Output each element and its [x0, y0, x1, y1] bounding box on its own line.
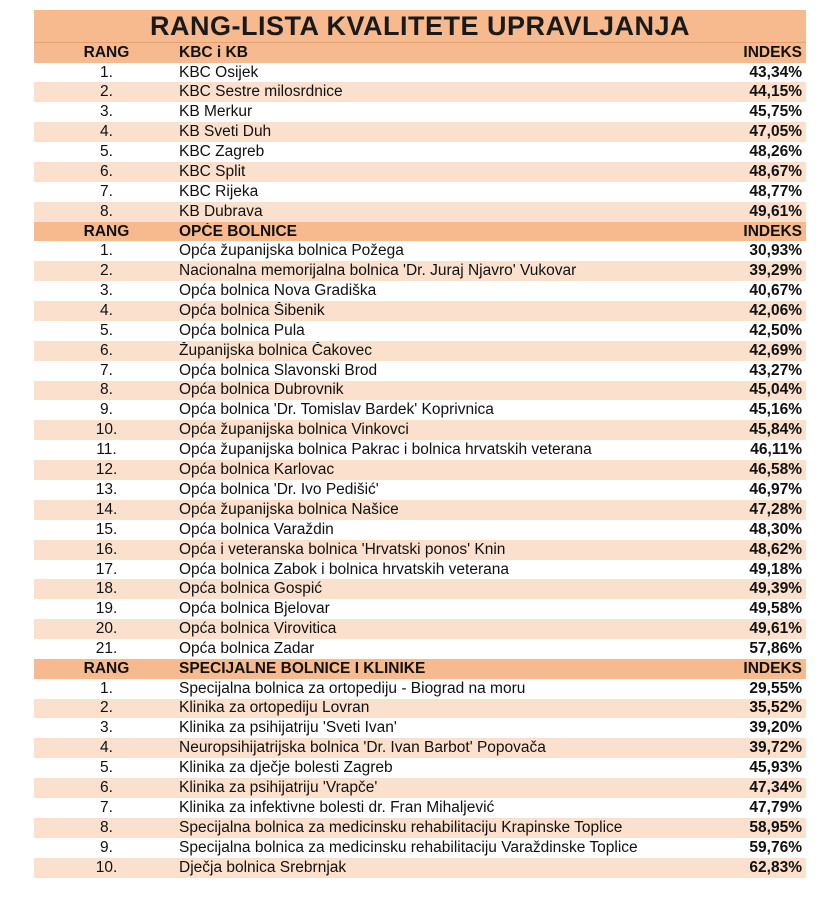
index-column-header: INDEKS — [743, 659, 802, 677]
rank-cell: 1. — [100, 679, 113, 697]
index-cell: 48,30% — [749, 520, 802, 538]
hospital-name-cell: Opća bolnica Virovitica — [179, 620, 337, 638]
rank-cell: 8. — [100, 381, 113, 399]
hospital-name-cell: Klinika za psihijatriju 'Vrapče' — [179, 779, 378, 796]
rank-cell: 13. — [95, 480, 118, 498]
rank-cell: 16. — [95, 540, 118, 558]
index-cell: 48,26% — [749, 143, 802, 161]
index-cell: 39,29% — [749, 262, 802, 280]
table-row — [34, 321, 806, 341]
index-cell: 39,72% — [749, 739, 802, 757]
index-cell: 45,75% — [749, 103, 802, 121]
hospital-name-cell: Opća županijska bolnica Pakrac i bolnica hrvatskih veterana — [179, 441, 592, 459]
rank-cell: 5. — [100, 143, 113, 161]
hospital-name-cell: Opća bolnica 'Dr. Ivo Pedišić' — [179, 480, 379, 498]
rank-cell: 6. — [100, 341, 113, 359]
table-row — [34, 540, 806, 560]
index-cell: 47,79% — [749, 798, 802, 816]
hospital-name-cell: Dječja bolnica Srebrnjak — [179, 858, 347, 876]
table-row — [34, 162, 806, 182]
hospital-name-cell: KBC Rijeka — [179, 182, 259, 200]
rank-cell: 8. — [100, 818, 113, 836]
hospital-name-cell: KB Merkur — [179, 103, 253, 121]
hospital-name-cell: Opća bolnica Pula — [179, 321, 305, 339]
ranking-sheet — [34, 10, 806, 878]
hospital-name-cell: Nacionalna memorijalna bolnica 'Dr. Juraj Njavro' Vukovar — [179, 262, 577, 280]
hospital-name-cell: Opća bolnica 'Dr. Tomislav Bardek' Koprivnica — [179, 401, 494, 419]
hospital-name-cell: Opća županijska bolnica Požega — [179, 242, 404, 260]
index-cell: 49,18% — [749, 560, 802, 578]
table-row — [34, 758, 806, 778]
section-title: OPĆE BOLNICE — [179, 222, 297, 240]
table-row — [34, 838, 806, 858]
hospital-name-cell: Županijska bolnica Čakovec — [179, 341, 372, 359]
index-cell: 48,62% — [749, 540, 802, 558]
table-row — [34, 460, 806, 480]
table-row — [34, 63, 806, 83]
rank-cell: 10. — [95, 421, 118, 439]
table-row — [34, 341, 806, 361]
hospital-name-cell: KBC Sestre milosrdnice — [179, 83, 343, 101]
rank-cell: 21. — [95, 640, 118, 658]
index-column-header: INDEKS — [743, 43, 802, 61]
index-cell: 35,52% — [749, 699, 802, 717]
index-cell: 30,93% — [749, 242, 802, 260]
rank-cell: 20. — [95, 620, 118, 638]
hospital-name-cell: Opća bolnica Bjelovar — [179, 600, 330, 618]
rank-column-header: RANG — [83, 222, 130, 240]
hospital-name-cell: Opća županijska bolnica Vinkovci — [179, 421, 409, 439]
table-row — [34, 142, 806, 162]
index-cell: 42,69% — [749, 341, 802, 359]
ranking-sections — [34, 43, 806, 878]
table-row — [34, 281, 806, 301]
hospital-name-cell: Opća bolnica Zabok i bolnica hrvatskih veterana — [179, 560, 509, 578]
index-cell: 42,06% — [749, 301, 802, 319]
table-row — [34, 261, 806, 281]
rank-cell: 4. — [100, 301, 113, 319]
rank-cell: 11. — [96, 441, 117, 459]
hospital-name-cell: Opća bolnica Šibenik — [179, 301, 325, 319]
rank-cell: 4. — [100, 739, 113, 757]
index-cell: 48,67% — [749, 162, 802, 180]
index-cell: 58,95% — [749, 818, 802, 836]
rank-cell: 6. — [100, 162, 113, 180]
table-row — [34, 500, 806, 520]
index-cell: 59,76% — [749, 838, 802, 856]
section-header — [34, 659, 806, 679]
hospital-name-cell: KBC Osijek — [179, 63, 259, 81]
rank-cell: 9. — [100, 401, 113, 419]
rank-cell: 7. — [100, 182, 113, 200]
rank-cell: 8. — [100, 202, 113, 220]
index-cell: 45,93% — [749, 759, 802, 777]
index-cell: 49,61% — [749, 620, 802, 638]
table-row — [34, 440, 806, 460]
rank-cell: 5. — [100, 321, 113, 339]
rank-cell: 5. — [100, 759, 113, 777]
hospital-name-cell: Opća županijska bolnica Našice — [179, 500, 399, 518]
rank-cell: 17. — [95, 560, 118, 578]
table-row — [34, 778, 806, 798]
table-row — [34, 858, 806, 878]
index-cell: 45,84% — [749, 421, 802, 439]
table-row — [34, 818, 806, 838]
rank-cell: 3. — [100, 719, 113, 737]
table-row — [34, 400, 806, 420]
rank-cell: 9. — [100, 838, 113, 856]
section-title: SPECIJALNE BOLNICE I KLINIKE — [179, 659, 426, 677]
table-row — [34, 182, 806, 202]
rank-cell: 2. — [100, 83, 113, 101]
table-row — [34, 420, 806, 440]
rank-cell: 7. — [100, 798, 113, 816]
hospital-name-cell: Opća bolnica Nova Gradiška — [179, 282, 377, 300]
table-row — [34, 679, 806, 699]
hospital-name-cell: Klinika za infektivne bolesti dr. Fran Mihaljević — [179, 798, 495, 816]
rank-cell: 10. — [95, 858, 118, 876]
index-cell: 46,58% — [749, 461, 802, 479]
table-row — [34, 798, 806, 818]
hospital-name-cell: Opća bolnica Zadar — [179, 640, 315, 658]
rank-cell: 3. — [100, 282, 113, 300]
table-row — [34, 520, 806, 540]
hospital-name-cell: Opća i veteranska bolnica 'Hrvatski ponos' Knin — [179, 540, 506, 558]
rank-cell: 19. — [95, 600, 118, 618]
index-cell: 40,67% — [749, 282, 802, 300]
index-cell: 29,55% — [749, 679, 802, 697]
table-row — [34, 301, 806, 321]
table-row — [34, 639, 806, 659]
index-cell: 48,77% — [749, 182, 802, 200]
hospital-name-cell: KBC Split — [179, 162, 246, 180]
index-cell: 39,20% — [749, 719, 802, 737]
table-row — [34, 361, 806, 381]
table-row — [34, 738, 806, 758]
rank-cell: 7. — [100, 361, 113, 379]
index-cell: 43,34% — [749, 63, 802, 81]
table-row — [34, 82, 806, 102]
index-cell: 45,16% — [749, 401, 802, 419]
page-title: RANG-LISTA KVALITETE UPRAVLJANJA — [149, 10, 690, 41]
title-bar — [34, 10, 806, 43]
rank-cell: 1. — [100, 63, 113, 81]
section-header — [34, 222, 806, 242]
rank-cell: 2. — [100, 262, 113, 280]
index-cell: 47,28% — [749, 500, 802, 518]
table-row — [34, 699, 806, 719]
rank-cell: 12. — [95, 461, 118, 479]
index-cell: 57,86% — [749, 640, 802, 658]
rank-column-header: RANG — [83, 659, 130, 677]
index-cell: 47,05% — [749, 123, 802, 141]
index-cell: 46,11% — [750, 441, 802, 459]
table-row — [34, 202, 806, 222]
hospital-name-cell: Opća bolnica Slavonski Brod — [179, 361, 378, 379]
rank-cell: 6. — [100, 779, 113, 796]
index-cell: 49,58% — [749, 600, 802, 618]
table-row — [34, 381, 806, 401]
rank-cell: 4. — [100, 123, 113, 141]
hospital-name-cell: Opća bolnica Gospić — [179, 580, 323, 598]
table-row — [34, 599, 806, 619]
rank-cell: 2. — [100, 699, 113, 717]
index-cell: 46,97% — [749, 480, 802, 498]
hospital-name-cell: Klinika za ortopediju Lovran — [179, 699, 370, 717]
index-cell: 62,83% — [749, 858, 802, 876]
hospital-name-cell: Neuropsihijatrijska bolnica 'Dr. Ivan Barbot' Popovača — [179, 739, 546, 757]
rank-cell: 1. — [100, 242, 113, 260]
hospital-name-cell: KBC Zagreb — [179, 143, 265, 161]
index-cell: 43,27% — [749, 361, 802, 379]
table-row — [34, 241, 806, 261]
hospital-name-cell: Specijalna bolnica za medicinsku rehabilitaciju Krapinske Toplice — [179, 818, 623, 836]
index-cell: 45,04% — [749, 381, 802, 399]
hospital-name-cell: Specijalna bolnica za medicinsku rehabilitaciju Varaždinske Toplice — [179, 838, 638, 856]
hospital-name-cell: KB Dubrava — [179, 202, 263, 220]
rank-cell: 15. — [95, 520, 118, 538]
rank-cell: 18. — [95, 580, 118, 598]
table-row — [34, 560, 806, 580]
hospital-name-cell: Specijalna bolnica za ortopediju - Biograd na moru — [179, 679, 526, 697]
table-row — [34, 122, 806, 142]
index-column-header: INDEKS — [743, 222, 802, 240]
index-cell: 47,34% — [749, 779, 802, 796]
hospital-name-cell: Klinika za dječje bolesti Zagreb — [179, 759, 393, 777]
index-cell: 49,61% — [749, 202, 802, 220]
rank-cell: 3. — [100, 103, 113, 121]
rank-cell: 14. — [95, 500, 118, 518]
section-header — [34, 43, 806, 63]
hospital-name-cell: KB Sveti Duh — [179, 123, 272, 141]
rank-column-header: RANG — [83, 43, 130, 61]
index-cell: 42,50% — [749, 321, 802, 339]
table-row — [34, 718, 806, 738]
table-row — [34, 102, 806, 122]
section-title: KBC i KB — [179, 43, 248, 61]
table-row — [34, 619, 806, 639]
index-cell: 49,39% — [749, 580, 802, 598]
hospital-name-cell: Klinika za psihijatriju 'Sveti Ivan' — [179, 719, 397, 737]
table-row — [34, 579, 806, 599]
table-row — [34, 480, 806, 500]
hospital-name-cell: Opća bolnica Karlovac — [179, 461, 335, 479]
hospital-name-cell: Opća bolnica Varaždin — [179, 520, 334, 538]
index-cell: 44,15% — [749, 83, 802, 101]
hospital-name-cell: Opća bolnica Dubrovnik — [179, 381, 344, 399]
